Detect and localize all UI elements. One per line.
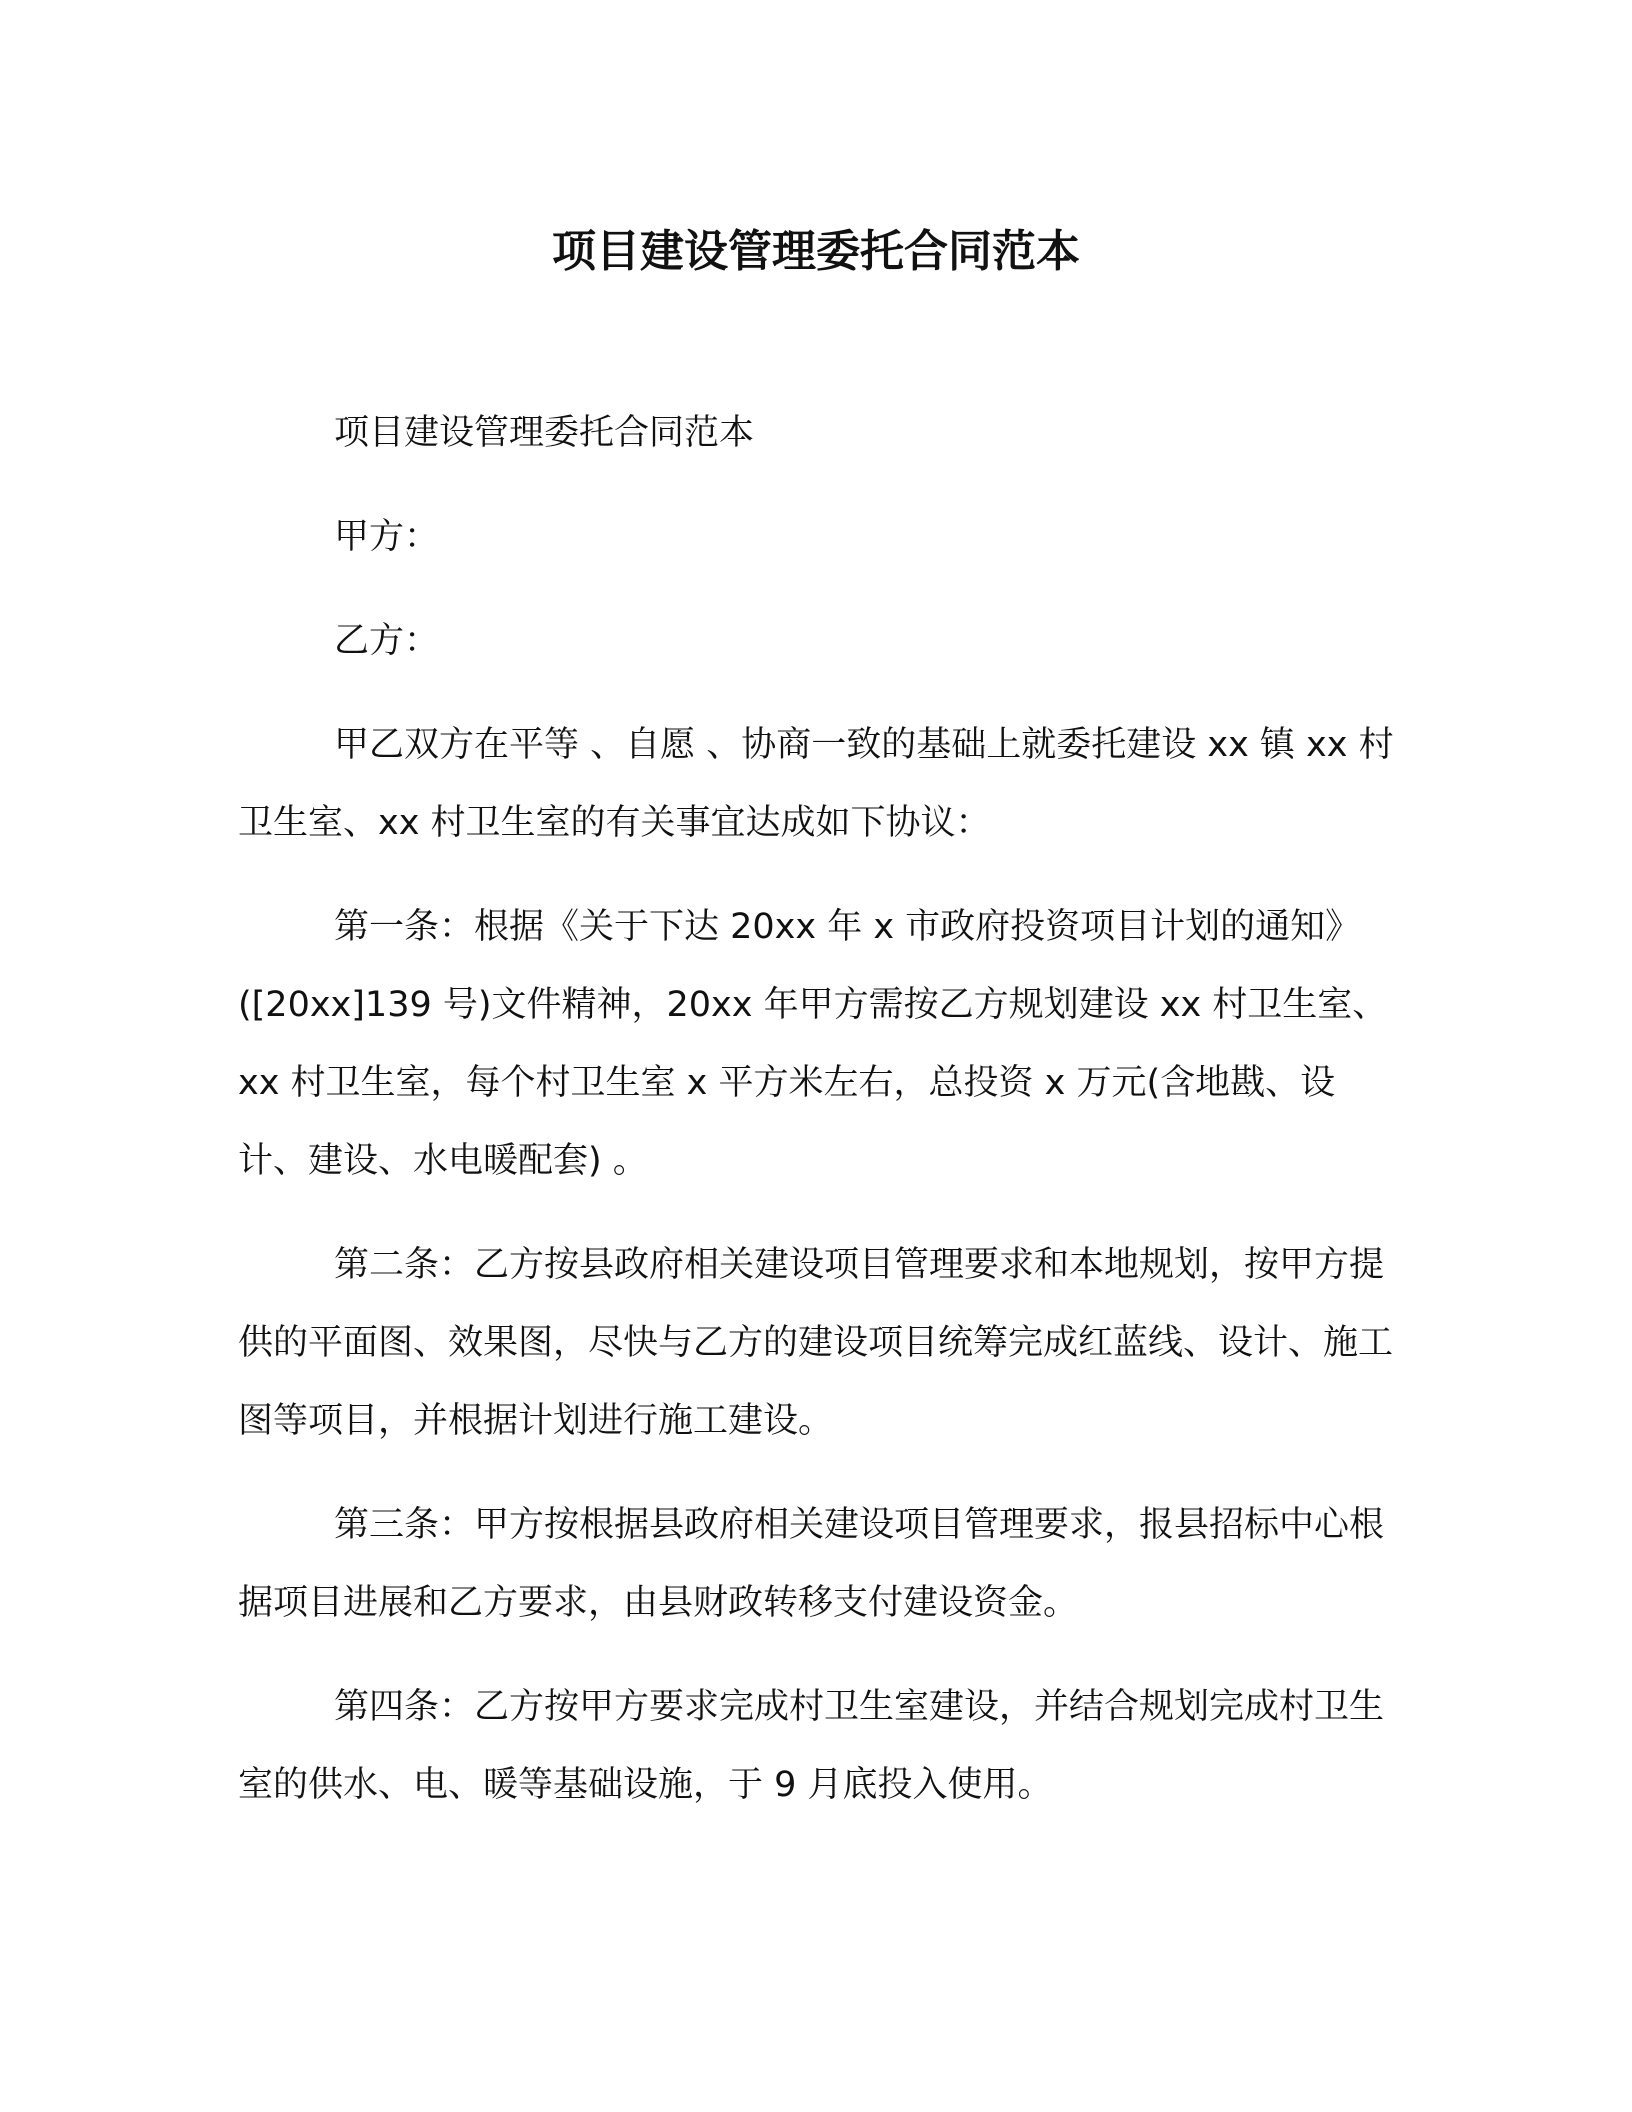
paragraph-subtitle: 项目建设管理委托合同范本 (334, 413, 755, 453)
paragraph-article-2: 第二条：乙方按县政府相关建设项目管理要求和本地规划，按甲方提供的平面图、效果图，尽快与乙方的建设项目统筹完成红蓝线、设计、施工图等项目，并根据计划进行施工建设。 (238, 1245, 1394, 1441)
paragraph-party-a: 甲方： (334, 517, 440, 557)
paragraph-intro: 甲乙双方在平等 、自愿 、协商一致的基础上就委托建设 xx 镇 xx 村卫生室、xx 村卫生室的有关事宜达成如下协议： (238, 725, 1394, 843)
document-body (238, 394, 1398, 1850)
paragraph-article-1: 第一条：根据《关于下达 20xx 年 x 市政府投资项目计划的通知》([20xx]139 号)文件精神，20xx 年甲方需按乙方规划建设 xx 村卫生室、xx 村卫生室，每个村卫生室 x 平方米左右，总投资 x 万元(含地戡、设计、建设、水电暖配套) 。 (238, 907, 1388, 1181)
paragraph-article-3: 第三条：甲方按根据县政府相关建设项目管理要求，报县招标中心根据项目进展和乙方要求，由县财政转移支付建设资金。 (238, 1505, 1385, 1623)
paragraph-party-b: 乙方： (334, 621, 440, 661)
paragraph-article-4: 第四条：乙方按甲方要求完成村卫生室建设，并结合规划完成村卫生室的供水、电、暖等基础设施，于 9 月底投入使用。 (238, 1687, 1385, 1805)
document-title: 项目建设管理委托合同范本 (552, 226, 1080, 277)
